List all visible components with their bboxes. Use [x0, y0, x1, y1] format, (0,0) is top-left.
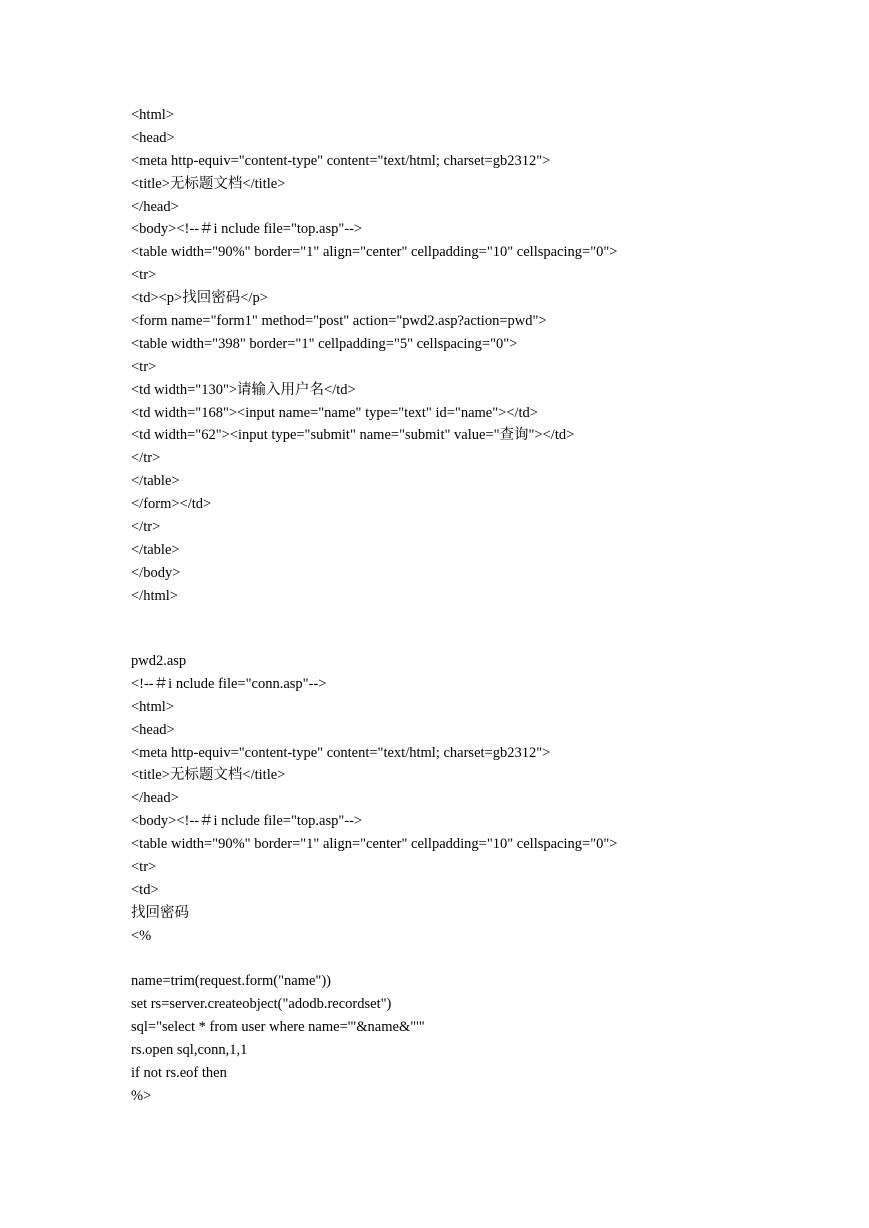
code-line: 找回密码: [131, 904, 189, 921]
code-line: <table width="90%" border="1" align="center" cellpadding="10" cellspacing="0">: [131, 836, 618, 853]
code-line: <td><p>找回密码</p>: [131, 290, 268, 307]
code-line: %>: [131, 1087, 152, 1104]
code-line: <meta http-equiv="content-type" content="text/html; charset=gb2312">: [131, 152, 551, 169]
code-line: <title>无标题文档</title>: [131, 175, 286, 192]
code-line: rs.open sql,conn,1,1: [131, 1042, 248, 1059]
code-line: <td width="130">请输入用户名</td>: [131, 381, 356, 398]
code-line: </table>: [131, 541, 180, 558]
code-line: sql="select * from user where name='"&name&"'": [131, 1019, 425, 1036]
code-line: <meta http-equiv="content-type" content="text/html; charset=gb2312">: [131, 744, 551, 761]
code-line: </head>: [131, 198, 179, 215]
code-line: </tr>: [131, 450, 161, 467]
code-line: <td width="62"><input type="submit" name="submit" value="查询"></td>: [131, 427, 575, 444]
code-line: <td>: [131, 881, 159, 898]
code-line: <table width="398" border="1" cellpadding="5" cellspacing="0">: [131, 335, 518, 352]
code-line: <td width="168"><input name="name" type="text" id="name"></td>: [131, 404, 538, 421]
code-line: if not rs.eof then: [131, 1065, 227, 1082]
code-line: <table width="90%" border="1" align="center" cellpadding="10" cellspacing="0">: [131, 244, 618, 261]
code-line: <%: [131, 927, 152, 944]
code-line: <form name="form1" method="post" action="pwd2.asp?action=pwd">: [131, 313, 547, 330]
code-line: <tr>: [131, 358, 157, 375]
code-line: <body><!--＃i nclude file="top.asp"-->: [131, 221, 363, 238]
code-line: </body>: [131, 564, 181, 581]
code-line: name=trim(request.form("name")): [131, 973, 331, 990]
code-line: <head>: [131, 129, 175, 146]
code-line: <tr>: [131, 859, 157, 876]
code-line: <!--＃i nclude file="conn.asp"-->: [131, 675, 327, 692]
code-line: <tr>: [131, 267, 157, 284]
code-line: <html>: [131, 107, 174, 123]
code-block-pwd2-asp: [131, 650, 617, 1108]
code-line: set rs=server.createobject("adodb.recordset"): [131, 996, 392, 1013]
code-line: </html>: [131, 587, 178, 604]
code-line: <body><!--＃i nclude file="top.asp"-->: [131, 813, 363, 830]
code-line: </table>: [131, 473, 180, 490]
code-line: <head>: [131, 721, 175, 738]
code-line: </form></td>: [131, 496, 212, 513]
code-line: [131, 948, 617, 971]
code-line: pwd2.asp: [131, 653, 187, 669]
code-block-form-page: [131, 104, 617, 608]
code-line: <title>无标题文档</title>: [131, 767, 286, 784]
code-line: </head>: [131, 790, 179, 807]
code-line: <html>: [131, 698, 174, 715]
code-line: </tr>: [131, 519, 161, 536]
